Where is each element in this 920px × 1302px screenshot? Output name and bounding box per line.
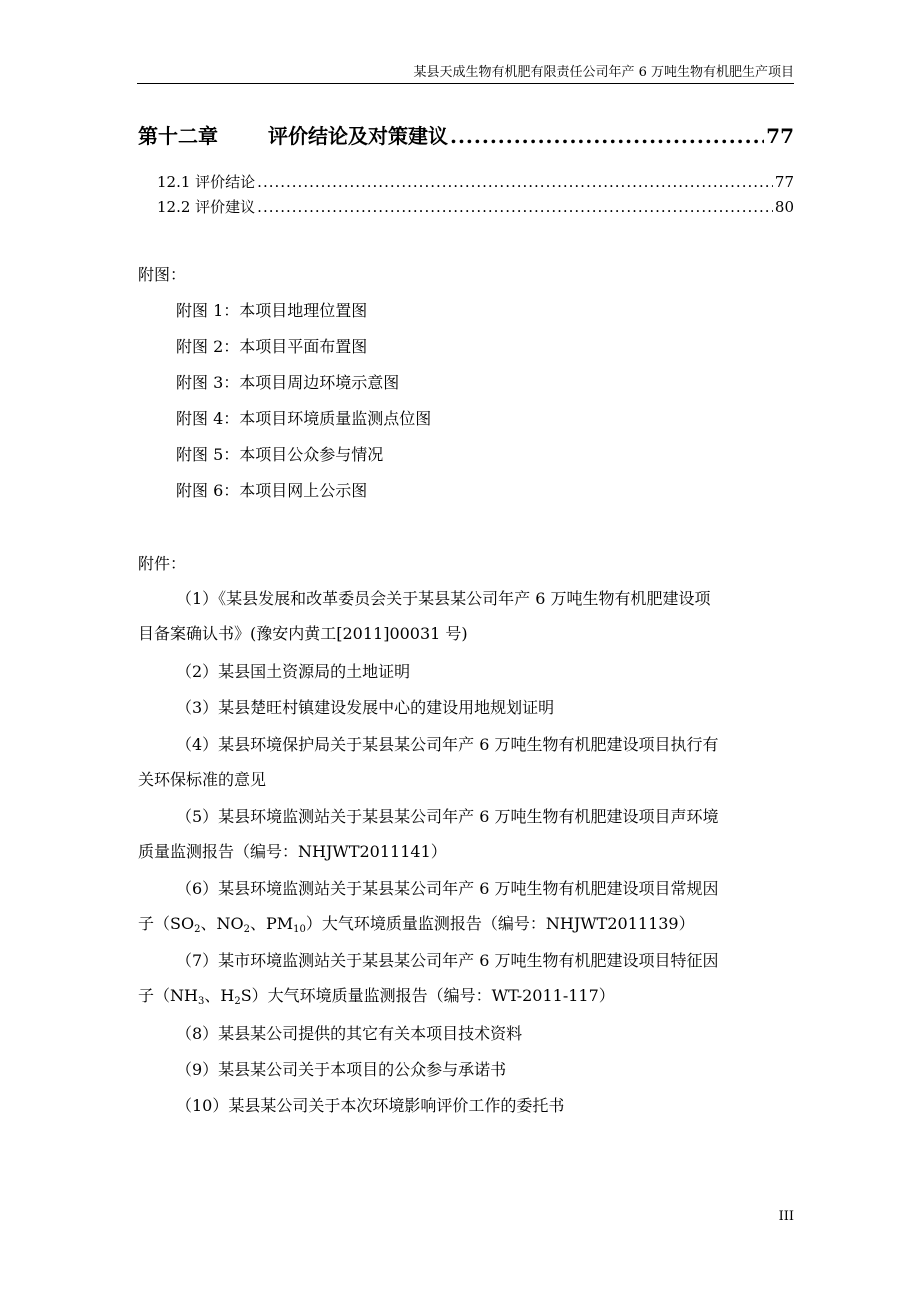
toc-section-page: 80 [774,198,794,216]
attachment-line: （1）《某县发展和改革委员会关于某县某公司年产 6 万吨生物有机肥建设项 [176,589,711,608]
attachment-line: 目备案确认书》(豫安内黄工[2011]00031 号) [138,624,468,643]
attachment-item [138,727,794,797]
attachment-line: （6）某县环境监测站关于某县某公司年产 6 万吨生物有机肥建设项目常规因 [176,879,719,898]
toc-section-entry[interactable] [157,195,794,219]
attachment-item [138,799,794,869]
attachment-item: （10）某县某公司关于本次环境影响评价工作的委托书 [176,1096,565,1115]
attachment-line: 关环保标准的意见 [138,770,267,789]
toc-leader-dots [257,195,773,219]
attachment-line: （7）某市环境监测站关于某县某公司年产 6 万吨生物有机肥建设项目特征因 [176,951,719,970]
attachments-heading: 附件： [138,554,187,573]
toc-chapter-number: 第十二章 [138,124,218,148]
attachment-line: 子（$SO_2$、$NO_2$、$PM_{10}$）大气环境质量监测报告（编号：NHJWT2011139） [138,914,695,935]
toc-section-label: 12.2 评价建议 [157,198,256,216]
figure-item: 附图 2：本项目平面布置图 [176,337,368,356]
toc-chapter-page: 77 [766,124,794,148]
figure-item: 附图 4：本项目环境质量监测点位图 [176,409,432,428]
attachment-item: （8）某县某公司提供的其它有关本项目技术资料 [176,1024,523,1043]
toc-section-entry[interactable] [157,170,794,194]
figures-heading: 附图： [138,265,187,284]
page-number: III [778,1209,794,1224]
attachment-item: （3）某县楚旺村镇建设发展中心的建设用地规划证明 [176,698,555,717]
toc-leader-dots [257,170,773,194]
toc-section-page: 77 [774,173,794,191]
toc-section-label: 12.1 评价结论 [157,173,256,191]
attachment-item [138,871,794,941]
attachment-item: （2）某县国土资源局的土地证明 [176,662,411,681]
attachment-item [138,581,794,651]
header-rule [137,83,794,84]
running-header: 某县天成生物有机肥有限责任公司年产 6 万吨生物有机肥生产项目 [413,65,794,80]
figure-item: 附图 5：本项目公众参与情况 [176,445,384,464]
attachment-line: 质量监测报告（编号：NHJWT2011141） [138,842,447,861]
attachment-line: 子（$NH_3$、$H_2S$）大气环境质量监测报告（编号：WT-2011-117） [138,986,615,1007]
toc-leader-dots [450,122,764,150]
figure-item: 附图 6：本项目网上公示图 [176,481,368,500]
toc-chapter-entry[interactable] [138,122,794,150]
attachment-line: （5）某县环境监测站关于某县某公司年产 6 万吨生物有机肥建设项目声环境 [176,807,719,826]
attachment-line: （4）某县环境保护局关于某县某公司年产 6 万吨生物有机肥建设项目执行有 [176,735,719,754]
figure-item: 附图 1：本项目地理位置图 [176,301,368,320]
figure-item: 附图 3：本项目周边环境示意图 [176,373,400,392]
attachment-item: （9）某县某公司关于本项目的公众参与承诺书 [176,1060,507,1079]
toc-chapter-title: 评价结论及对策建议 [268,124,448,148]
attachment-item [138,943,794,1013]
